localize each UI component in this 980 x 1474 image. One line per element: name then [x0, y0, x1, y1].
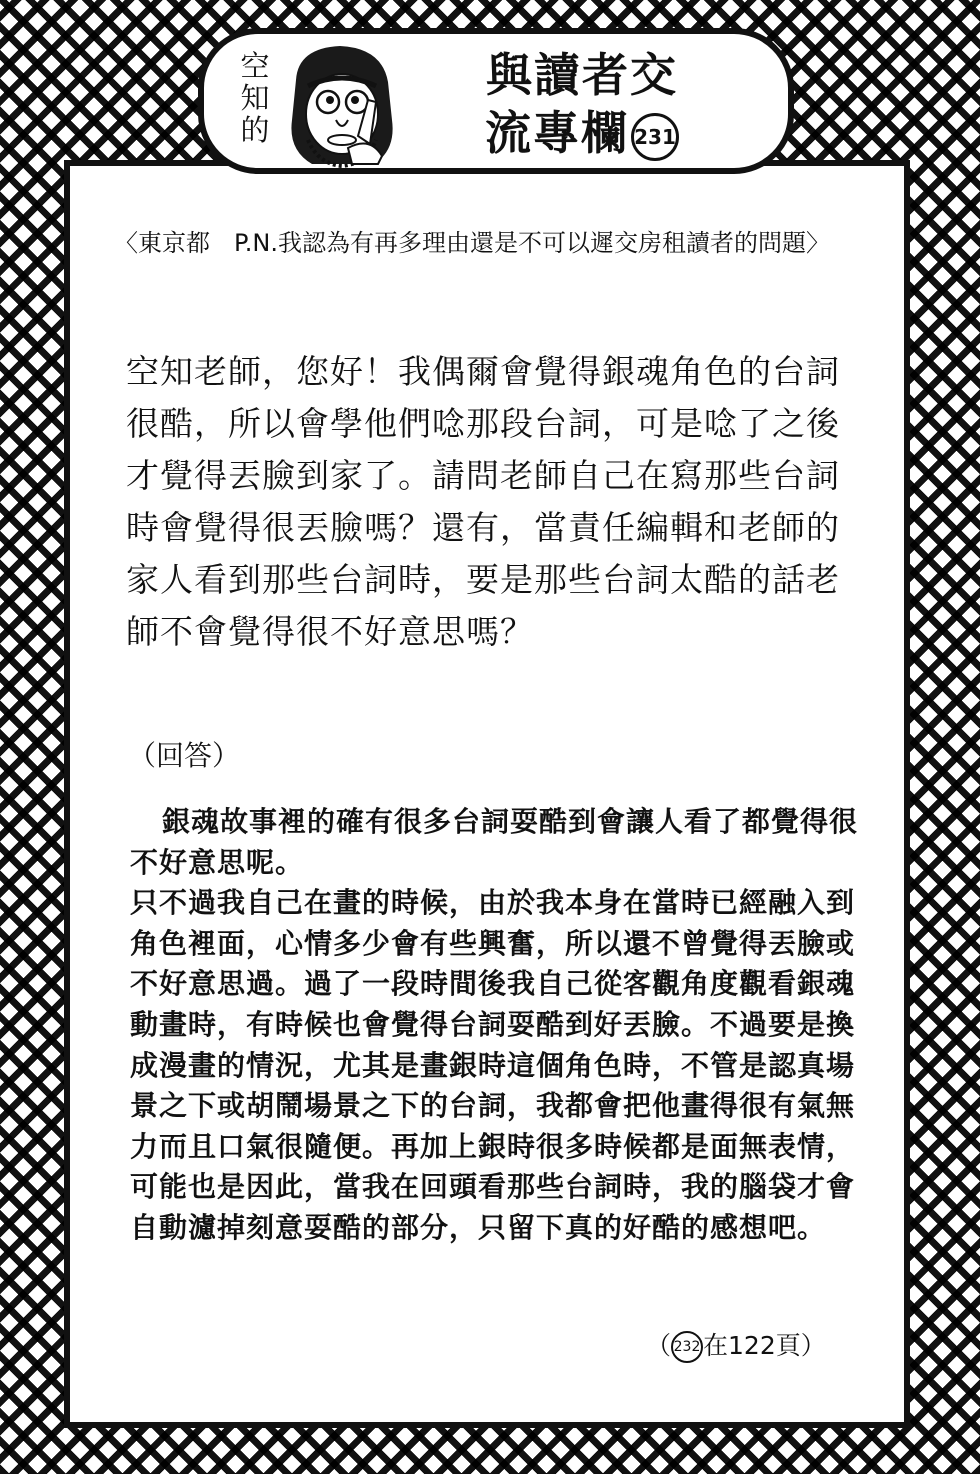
brand-label: 空知的 [240, 49, 270, 147]
continued-page-text: 在122頁） [703, 1331, 826, 1360]
gorilla-face-icon [278, 40, 408, 172]
column-title [452, 46, 712, 162]
continued-open-paren: （ [646, 1331, 672, 1360]
column-header [198, 28, 794, 174]
column-title-line2: 流專欄 [485, 106, 629, 160]
letter-sender: 〈東京都 P.N.我認為有再多理由還是不可以遲交房租讀者的問題〉 [114, 229, 830, 257]
next-issue-badge: 232 [671, 1331, 703, 1363]
answer-paragraph-1: 銀魂故事裡的確有很多台詞耍酷到會讓人看了都覺得很不好意思呢。 [130, 805, 859, 879]
reader-question: 空知老師，您好！我偶爾會覺得銀魂角色的台詞很酷，所以會學他們唸那段台詞，可是唸了之後才覺得丟臉到家了。請問老師自己在寫那些台詞時會覺得很丟臉嗎？還有，當責任編輯和老師的家人看到那些台詞時，要是那些台詞太酷的話老師不會覺得很不好意思嗎？ [126, 352, 840, 651]
answer-paragraph-2: 只不過我自己在畫的時候，由於我本身在當時已經融入到角色裡面，心情多少會有些興奮，所以還不曾覺得丟臉或不好意思過。過了一段時間後我自己從客觀角度觀看銀魂動畫時，有時候也會覺得台詞耍酷到好丟臉。不過要是換成漫畫的情況，尤其是畫銀時這個角色時，不管是認真場景之下或胡鬧場景之下的台詞，我都會把他畫得很有氣無力而且口氣很隨便。再加上銀時很多時候都是面無表情，可能也是因此，當我在回頭看那些台詞時，我的腦袋才會自動濾掉刻意耍酷的部分，只留下真的好酷的感想吧。 [130, 886, 856, 1244]
answer-label: （回答） [128, 739, 241, 772]
column-title-line1: 與讀者交 [486, 48, 678, 102]
issue-number-badge: 231 [631, 113, 679, 161]
continued-note [646, 1326, 826, 1363]
author-answer [130, 802, 870, 1249]
